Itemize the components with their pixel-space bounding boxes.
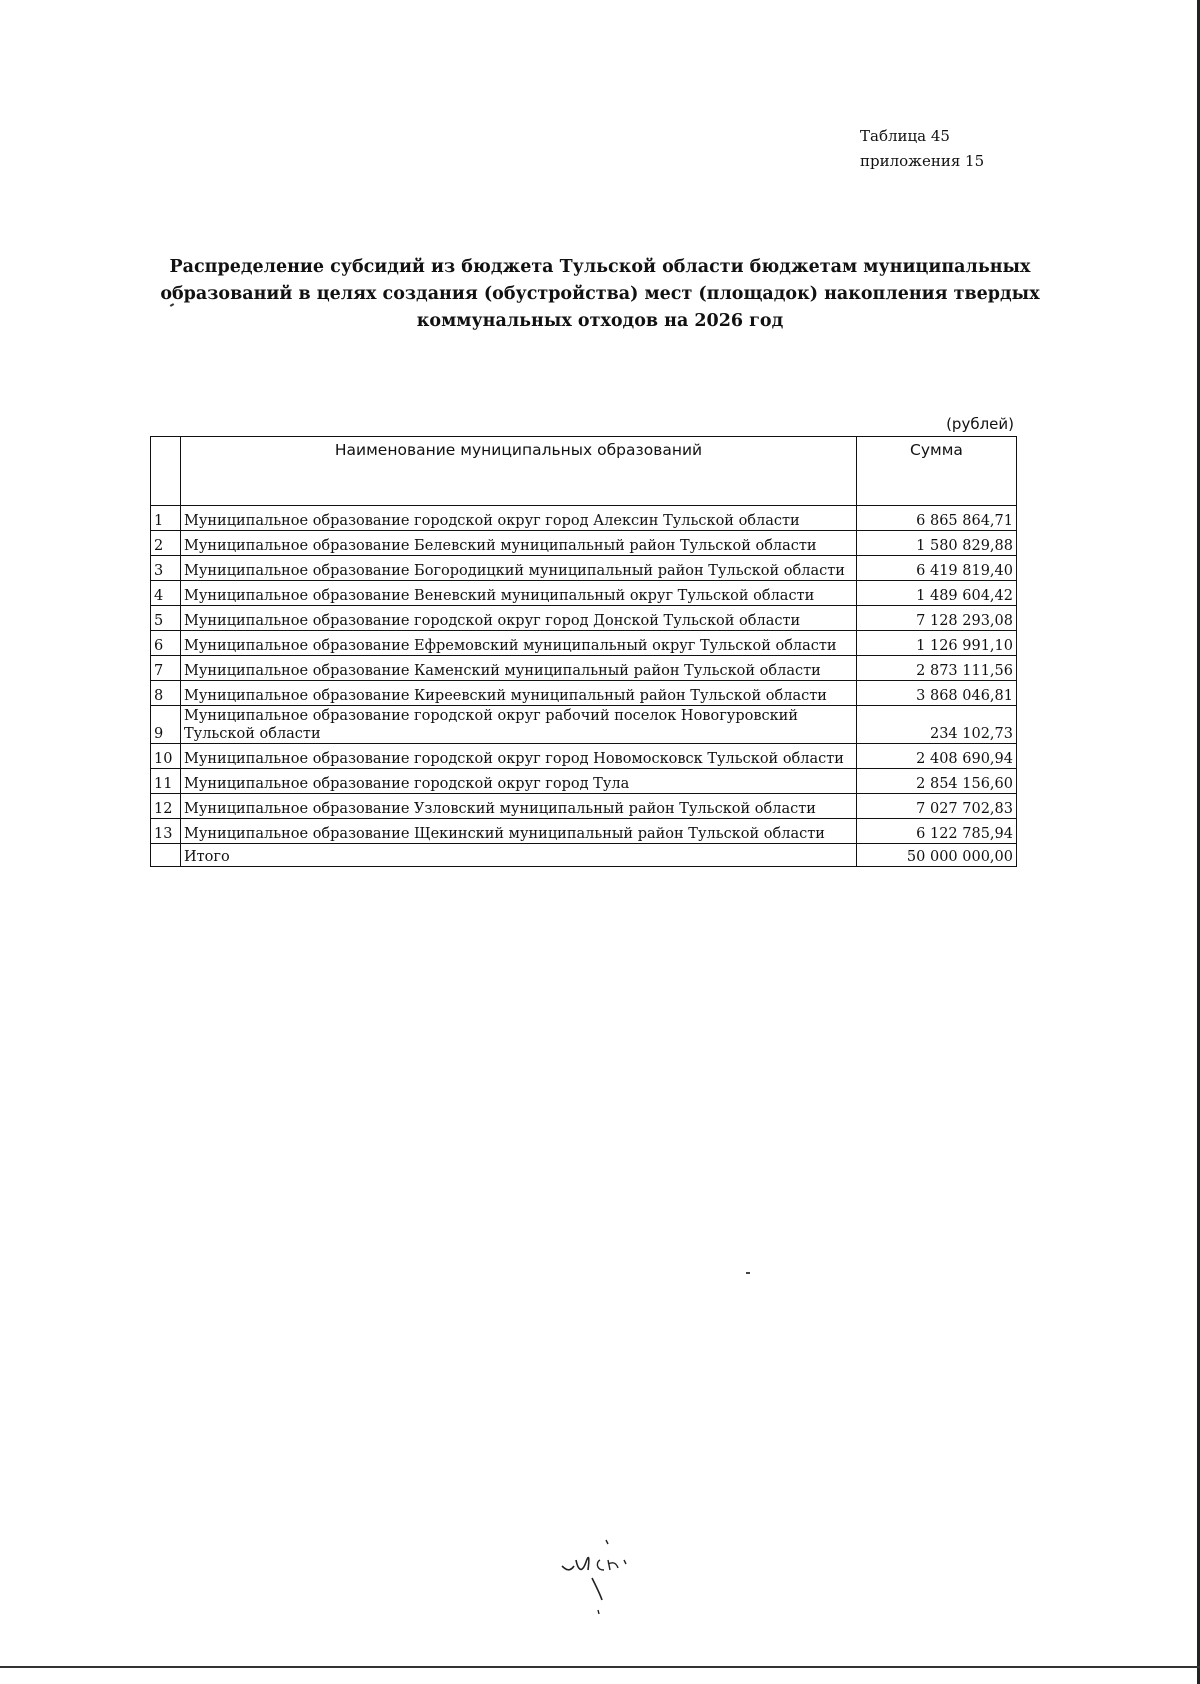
row-number: 10 [151, 744, 181, 769]
table-row [151, 706, 1017, 744]
row-municipality-name: Муниципальное образование городской округ город Новомосковск Тульской области [181, 744, 857, 769]
row-municipality-name: Муниципальное образование городской округ рабочий поселок Новогуровский Тульской области [181, 706, 857, 744]
row-sum: 2 873 111,56 [857, 656, 1017, 681]
row-sum: 7 128 293,08 [857, 606, 1017, 631]
row-sum: 2 408 690,94 [857, 744, 1017, 769]
header-name: Наименование муниципальных образований [181, 437, 857, 506]
units-label: (рублей) [946, 415, 1014, 433]
row-sum: 1 489 604,42 [857, 581, 1017, 606]
row-number: 9 [151, 706, 181, 744]
row-number: 1 [151, 506, 181, 531]
document-title: Распределение субсидий из бюджета Тульской области бюджетам муниципальных образований в целях создания (обустройства) мест (площадок) накопления твердых коммунальных отходов на 2026 год [160, 257, 1040, 331]
row-number: 2 [151, 531, 181, 556]
total-sum: 50 000 000,00 [857, 844, 1017, 867]
row-municipality-name: Муниципальное образование городской округ город Донской Тульской области [181, 606, 857, 631]
row-municipality-name: Муниципальное образование Белевский муниципальный район Тульской области [181, 531, 857, 556]
table-header-row [151, 437, 1017, 506]
row-municipality-name: Муниципальное образование Ефремовский муниципальный округ Тульской области [181, 631, 857, 656]
header-number [151, 437, 181, 506]
table-row [151, 819, 1017, 844]
row-municipality-name: Муниципальное образование Богородицкий муниципальный район Тульской области [181, 556, 857, 581]
row-municipality-name: Муниципальное образование Щекинский муниципальный район Тульской области [181, 819, 857, 844]
table-row [151, 794, 1017, 819]
table-row [151, 581, 1017, 606]
row-number: 8 [151, 681, 181, 706]
row-number: 13 [151, 819, 181, 844]
row-number: 7 [151, 656, 181, 681]
total-label: Итого [181, 844, 857, 867]
table-row [151, 656, 1017, 681]
total-row [151, 844, 1017, 867]
row-municipality-name: Муниципальное образование городской округ город Алексин Тульской области [181, 506, 857, 531]
row-sum: 2 854 156,60 [857, 769, 1017, 794]
reference-appendix-number: приложения 15 [860, 152, 985, 170]
row-number: 4 [151, 581, 181, 606]
row-number: 11 [151, 769, 181, 794]
total-number-empty [151, 844, 181, 867]
table-row [151, 506, 1017, 531]
row-sum: 234 102,73 [857, 706, 1017, 744]
row-number: 3 [151, 556, 181, 581]
page-edge-bottom [0, 1666, 1200, 1668]
row-municipality-name: Муниципальное образование Веневский муниципальный округ Тульской области [181, 581, 857, 606]
row-municipality-name: Муниципальное образование Киреевский муниципальный район Тульской области [181, 681, 857, 706]
row-municipality-name: Муниципальное образование городской округ город Тула [181, 769, 857, 794]
row-municipality-name: Муниципальное образование Каменский муниципальный район Тульской области [181, 656, 857, 681]
row-sum: 3 868 046,81 [857, 681, 1017, 706]
row-sum: 6 865 864,71 [857, 506, 1017, 531]
row-number: 5 [151, 606, 181, 631]
table-row [151, 531, 1017, 556]
table-row [151, 681, 1017, 706]
table-row [151, 556, 1017, 581]
scan-mark [746, 1272, 750, 1274]
row-sum: 1 580 829,88 [857, 531, 1017, 556]
header-sum: Сумма [857, 437, 1017, 506]
row-municipality-name: Муниципальное образование Узловский муниципальный район Тульской области [181, 794, 857, 819]
row-sum: 1 126 991,10 [857, 631, 1017, 656]
table-row [151, 769, 1017, 794]
table-reference [860, 124, 984, 174]
table-row [151, 744, 1017, 769]
row-sum: 6 419 819,40 [857, 556, 1017, 581]
table-row [151, 631, 1017, 656]
table-row [151, 606, 1017, 631]
row-sum: 7 027 702,83 [857, 794, 1017, 819]
reference-table-number: Таблица 45 [860, 127, 950, 145]
row-sum: 6 122 785,94 [857, 819, 1017, 844]
row-number: 6 [151, 631, 181, 656]
handwritten-signature [552, 1530, 672, 1620]
subsidy-table [150, 436, 1017, 867]
row-number: 12 [151, 794, 181, 819]
